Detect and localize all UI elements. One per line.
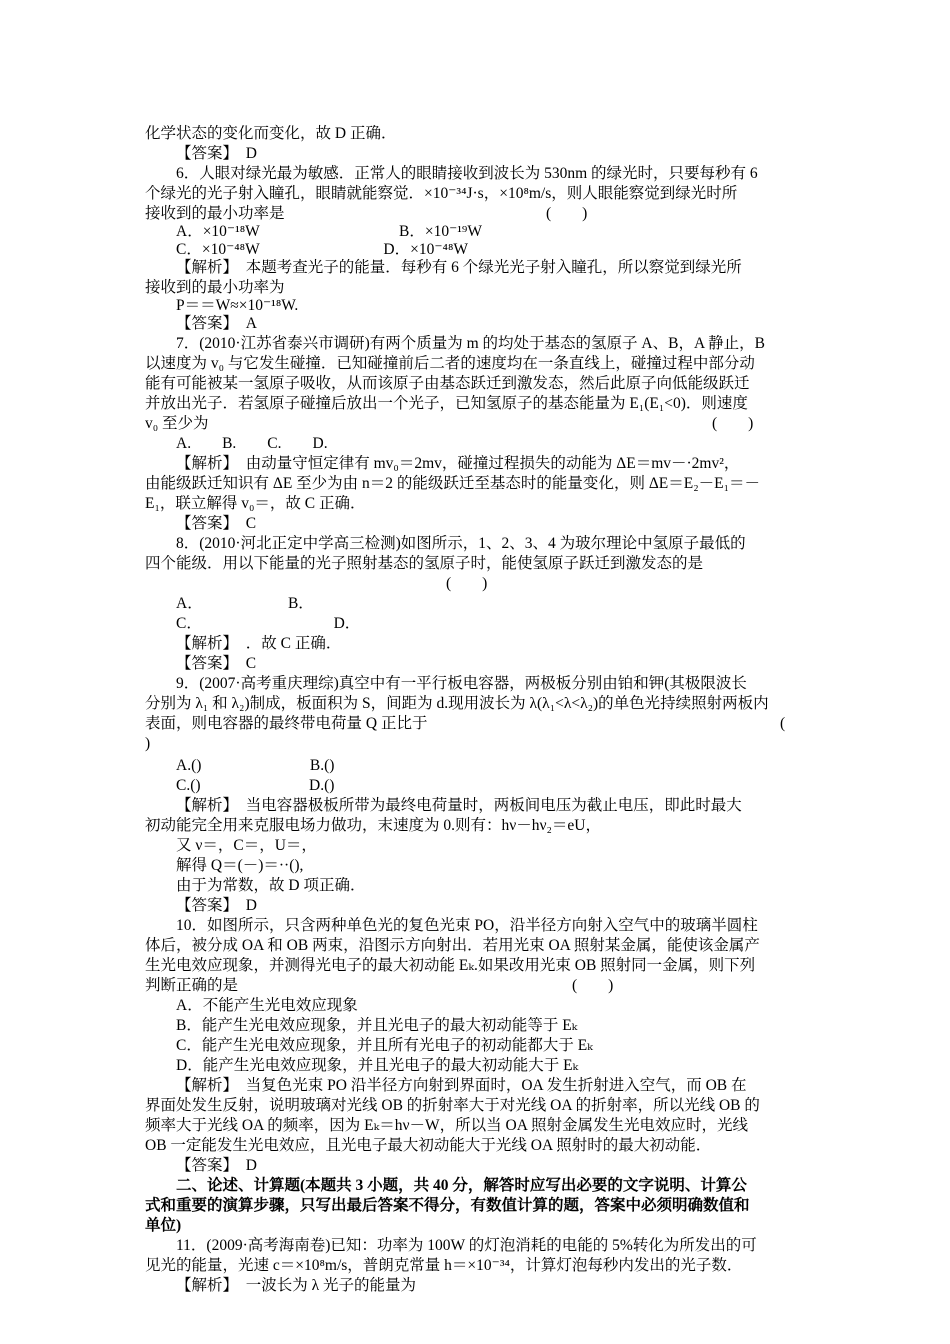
section-heading: 式和重要的演算步骤，只写出最后答案不得分，有数值计算的题，答案中必须明确数值和 bbox=[145, 1197, 750, 1214]
formula-line: 又 ν＝，C＝，U＝， bbox=[176, 837, 317, 854]
text-line: 界面处发生反射，说明玻璃对光线 OB 的折射率大于对光线 OA 的折射率，所以光线 OB 的 bbox=[145, 1097, 760, 1114]
answer-bracket: ( ) bbox=[446, 575, 488, 592]
analysis-line: 【解析】 本题考查光子的能量．每秒有 6 个绿光光子射入瞳孔，所以察觉到绿光所 bbox=[176, 259, 742, 276]
question-9: 9．(2007·高考重庆理综)真空中有一平行板电容器，两极板分别由铂和钾(其极限波长 bbox=[176, 675, 747, 692]
analysis-line: 【解析】 一波长为 λ 光子的能量为 bbox=[176, 1277, 417, 1294]
text-line: 见光的能量，光速 c＝×10⁸m/s，普朗克常量 h＝×10⁻³⁴，计算灯泡每秒内发出的光子数． bbox=[145, 1257, 743, 1274]
formula-line: 解得 Q＝(－)＝··(), bbox=[176, 857, 304, 874]
option-line: B．能产生光电效应现象，并且光电子的最大初动能等于 Eₖ bbox=[176, 1017, 578, 1034]
text-line: 频率大于光线 OA 的频率，因为 Eₖ＝hν－W，所以当 OA 照射金属发生光电效应时，光线 bbox=[145, 1117, 748, 1134]
text-line: 个绿光的光子射入瞳孔，眼睛就能察觉．×10⁻³⁴J·s，×10⁸m/s，则人眼能察觉到绿光时所 bbox=[145, 185, 738, 202]
option-line: C.() D.() bbox=[176, 777, 335, 794]
text-line: 接收到的最小功率为 bbox=[145, 279, 285, 296]
option-line: C．能产生光电效应现象，并且所有光电子的初动能都大于 Eₖ bbox=[176, 1037, 593, 1054]
analysis-line: 【解析】 当电容器极板所带为最终电荷量时，两板间电压为截止电压，即此时最大 bbox=[176, 797, 742, 814]
formula-line: P＝＝W≈×10⁻¹⁸W. bbox=[176, 297, 299, 314]
answer-bracket: ( ) bbox=[572, 977, 614, 994]
analysis-line: 【解析】 由动量守恒定律有 mv₀＝2mv，碰撞过程损失的动能为 ΔE＝mv－·2mv²， bbox=[176, 455, 740, 472]
text-line: 由能级跃迁知识有 ΔE 至少为由 n＝2 的能级跃迁至基态时的能量变化，则 ΔE＝E₂－E₁＝－ bbox=[145, 475, 760, 492]
option-line: A． B． bbox=[176, 595, 314, 612]
text-line: 并放出光子．若氢原子碰撞后放出一个光子，已知氢原子的基态能量为 E₁(E₁<0)．则速度 bbox=[145, 395, 748, 412]
option-line: C． D． bbox=[176, 615, 361, 632]
text-line: 生光电效应现象，并测得光电子的最大初动能 Eₖ.如果改用光束 OB 照射同一金属，则下列 bbox=[145, 957, 756, 974]
text-line: 化学状态的变化而变化，故 D 正确． bbox=[145, 125, 397, 142]
answer-line: 【答案】 D bbox=[176, 1157, 257, 1174]
text-line: 初动能完全用来克服电场力做功，末速度为 0.则有：hν－hν₂＝eU， bbox=[145, 817, 601, 834]
question-8: 8．(2010·河北正定中学高三检测)如图所示，1、2、3、4 为玻尔理论中氢原子最低的 bbox=[176, 535, 746, 552]
answer-bracket: ( ) bbox=[712, 415, 754, 432]
answer-bracket: ( bbox=[780, 715, 786, 732]
question-11: 11．(2009·高考海南卷)已知：功率为 100W 的灯泡消耗的电能的 5%转化为所发出的可 bbox=[176, 1237, 757, 1254]
text-line: E₁，联立解得 v₀＝，故 C 正确． bbox=[145, 495, 366, 512]
text-line: 能有可能被某一氢原子吸收，从而该原子由基态跃迁到激发态，然后此原子向低能级跃迁 bbox=[145, 375, 750, 392]
option-line: A．×10⁻¹⁸W B．×10⁻¹⁹W bbox=[176, 223, 482, 240]
text-line: 接收到的最小功率是 bbox=[145, 205, 285, 222]
text-line: 表面，则电容器的最终带电荷量 Q 正比于 bbox=[145, 715, 428, 732]
answer-bracket: ( ) bbox=[546, 205, 588, 222]
section-heading: 单位) bbox=[145, 1217, 182, 1234]
answer-line: 【答案】 D bbox=[176, 897, 257, 914]
option-line: D．能产生光电效应现象，并且光电子的最大初动能大于 Eₖ bbox=[176, 1057, 579, 1074]
option-line: A．不能产生光电效应现象 bbox=[176, 997, 358, 1014]
answer-line: 【答案】 A bbox=[176, 315, 257, 332]
answer-line: 【答案】 C bbox=[176, 515, 257, 532]
text-line: 体后，被分成 OA 和 OB 两束，沿图示方向射出．若用光束 OA 照射某金属，能使该金属产 bbox=[145, 937, 760, 954]
option-line: A.() B.() bbox=[176, 757, 335, 774]
text-line: 以速度为 v₀ 与它发生碰撞．已知碰撞前后二者的速度均在一条直线上，碰撞过程中部分动 bbox=[145, 355, 755, 372]
answer-line: 【答案】 C bbox=[176, 655, 257, 672]
option-line: A. B. C. D. bbox=[176, 435, 328, 452]
text-line: ) bbox=[145, 735, 151, 752]
text-line: OB 一定能发生光电效应，且光电子最大初动能大于光线 OA 照射时的最大初动能． bbox=[145, 1137, 712, 1154]
option-line: C．×10⁻⁴⁸W D．×10⁻⁴⁸W bbox=[176, 241, 468, 258]
text-line: v₀ 至少为 bbox=[145, 415, 209, 432]
answer-line: 【答案】 D bbox=[176, 145, 257, 162]
question-10: 10．如图所示，只含两种单色光的复色光束 PO，沿半径方向射入空气中的玻璃半圆柱 bbox=[176, 917, 758, 934]
section-heading: 二、论述、计算题(本题共 3 小题，共 40 分，解答时应写出必要的文字说明、计算公 bbox=[176, 1177, 747, 1194]
question-7: 7．(2010·江苏省泰兴市调研)有两个质量为 m 的均处于基态的氢原子 A、B，A 静止，B bbox=[176, 335, 766, 352]
text-line: 四个能级．用以下能量的光子照射基态的氢原子时，能使氢原子跃迁到激发态的是 bbox=[145, 555, 704, 572]
analysis-line: 【解析】 当复色光束 PO 沿半径方向射到界面时，OA 发生折射进入空气，而 OB 在 bbox=[176, 1077, 747, 1094]
text-line: 判断正确的是 bbox=[145, 977, 239, 994]
text-line: 分别为 λ₁ 和 λ₂)制成，板面积为 S，间距为 d.现用波长为 λ(λ₁<λ<λ₂)的单色光持续照射两板内 bbox=[145, 695, 769, 712]
text-line: 由于为常数，故 D 项正确． bbox=[176, 877, 366, 894]
analysis-line: 【解析】 ．故 C 正确． bbox=[176, 635, 342, 652]
question-6: 6．人眼对绿光最为敏感．正常人的眼睛接收到波长为 530nm 的绿光时，只要每秒有 6 bbox=[176, 165, 758, 182]
